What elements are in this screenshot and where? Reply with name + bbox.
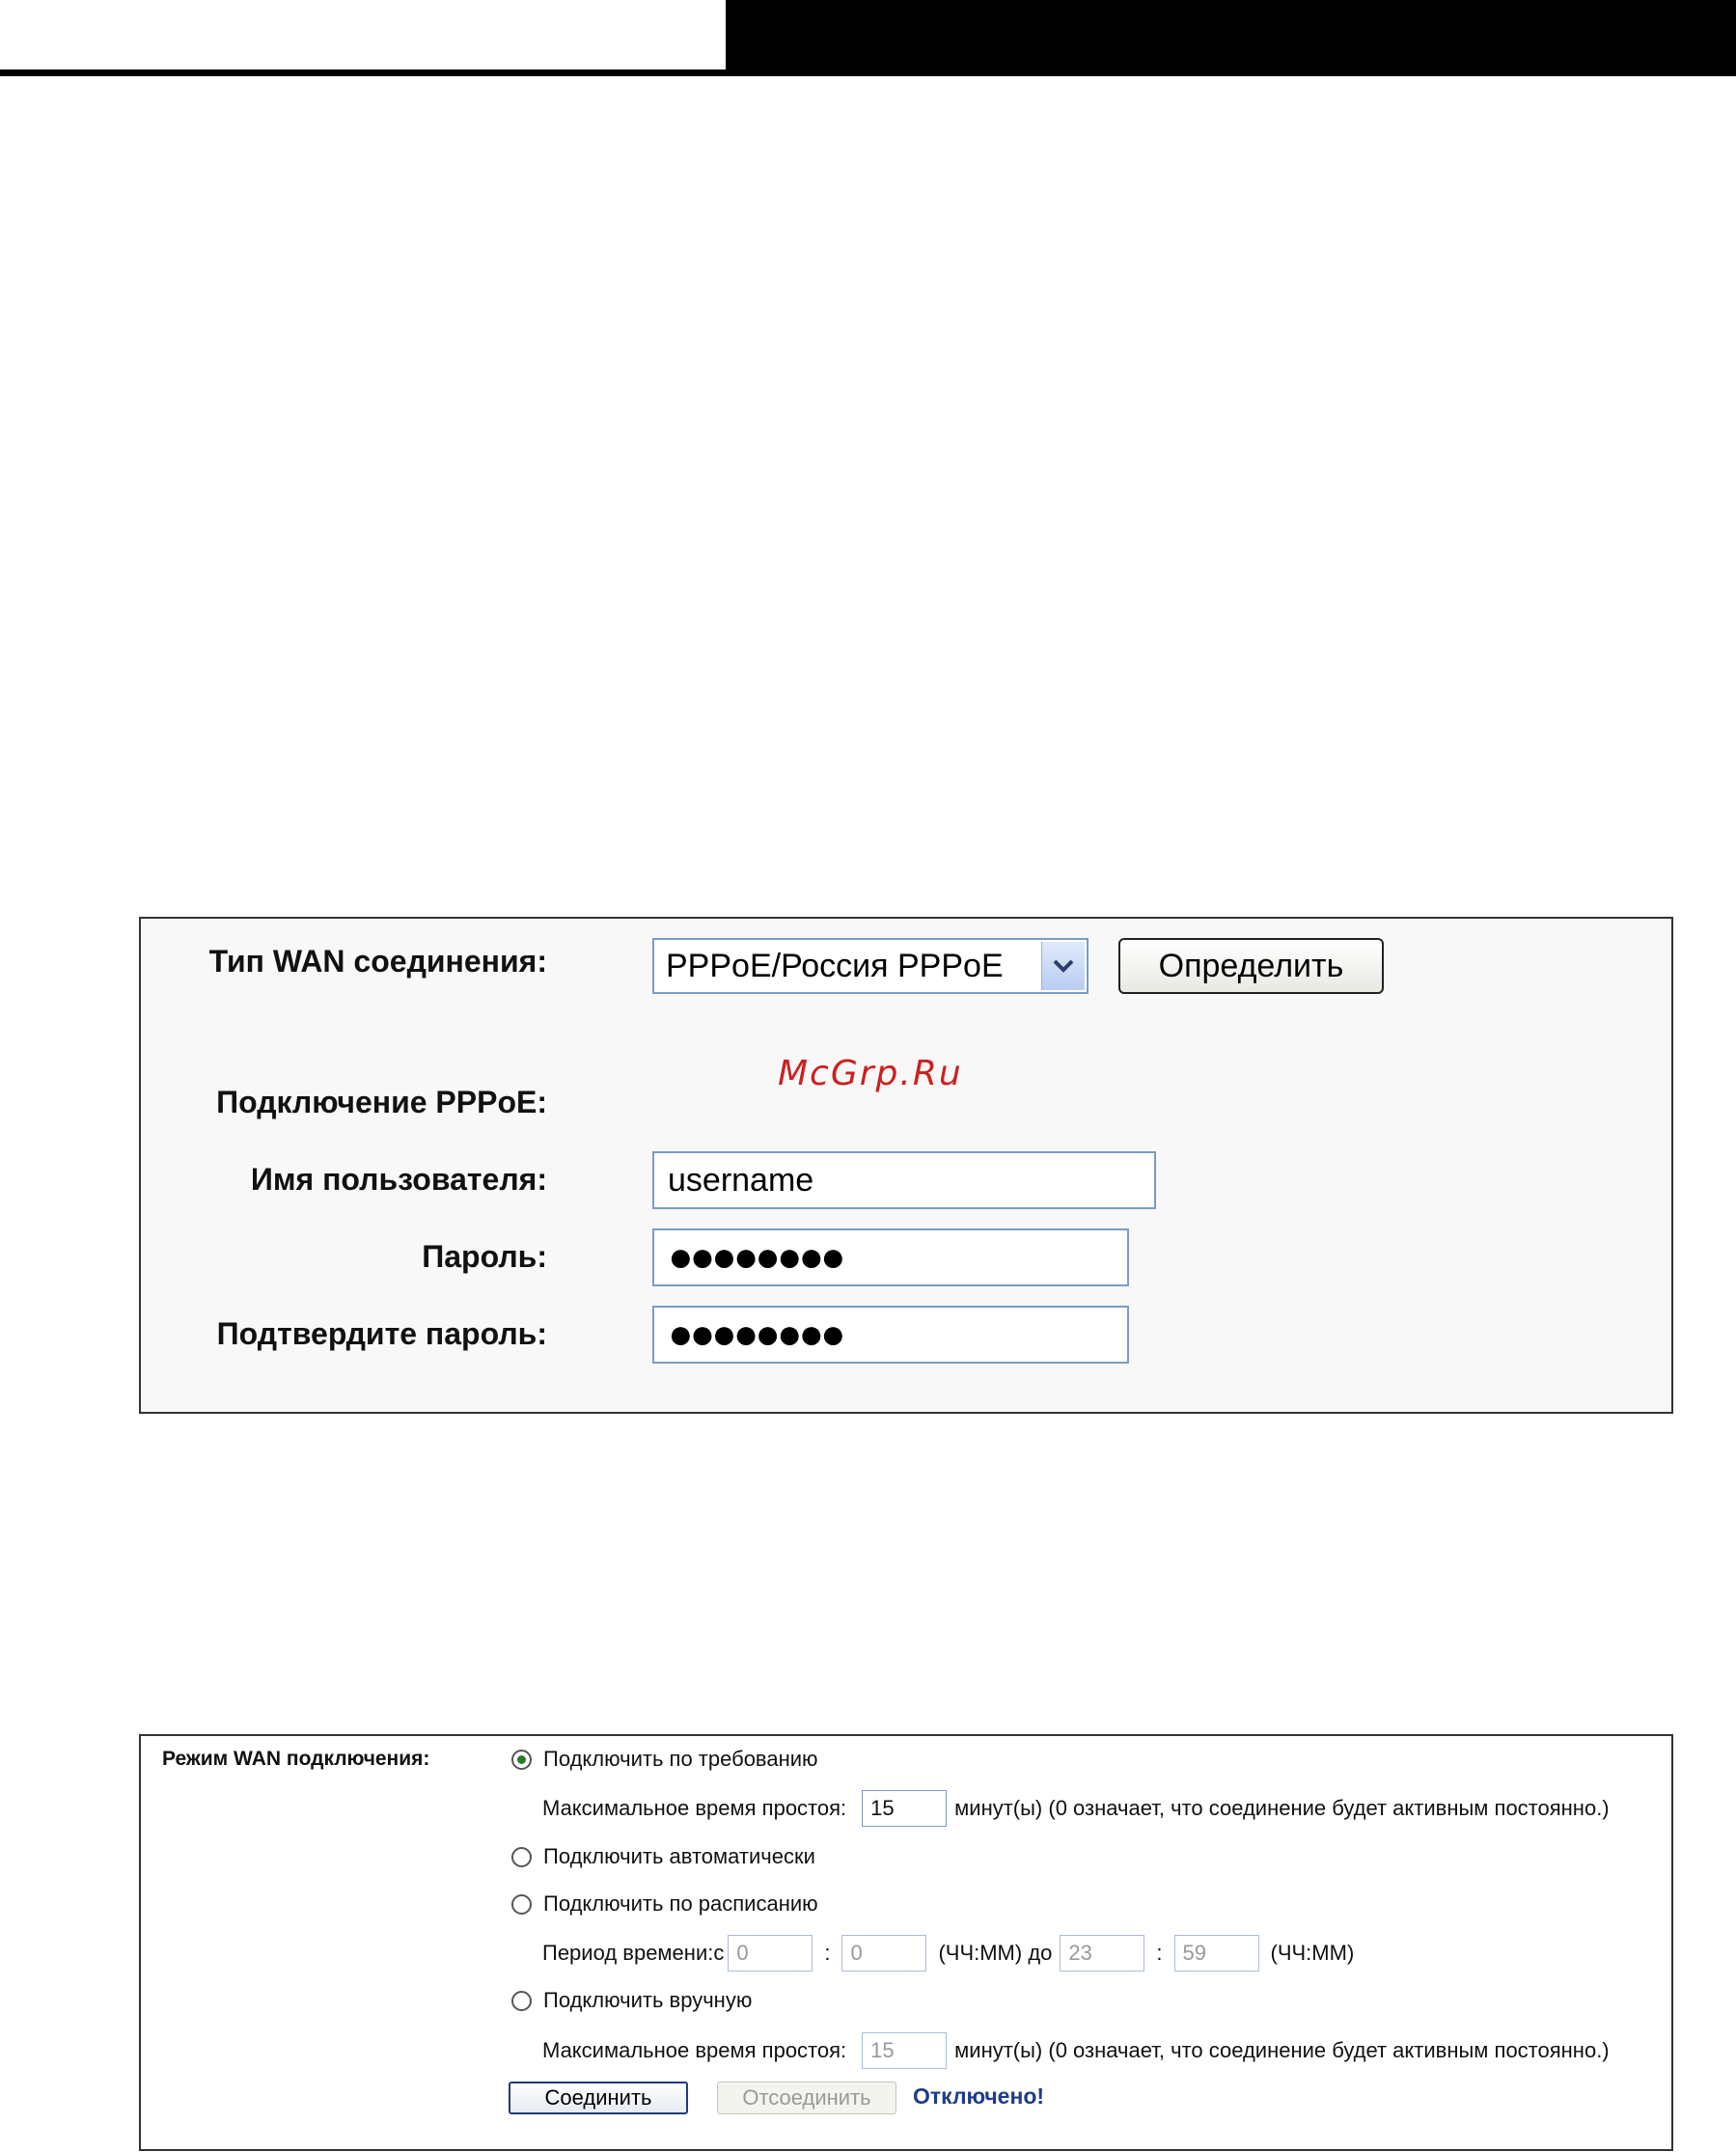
max-idle-row-2 [542, 2032, 1610, 2069]
max-idle-input-2[interactable]: 15 [862, 2032, 947, 2069]
password-value: ●●●●●●●● [668, 1233, 842, 1281]
password-label: Пароль: [422, 1239, 547, 1274]
max-idle-input[interactable]: 15 [862, 1790, 947, 1827]
username-field[interactable] [652, 1151, 1156, 1209]
wan-mode-panel [139, 1734, 1673, 2151]
wan-type-label: Тип WAN соединения: [208, 944, 547, 979]
pppoe-settings-panel [139, 917, 1673, 1414]
period-label: Период времени:с [542, 1941, 725, 1965]
max-idle-label-2: Максимальное время простоя: [542, 2038, 847, 2062]
username-label: Имя пользователя: [250, 1162, 547, 1197]
wan-type-select[interactable] [652, 938, 1088, 994]
radio-manual[interactable] [511, 1991, 532, 2011]
radio-on-demand[interactable] [511, 1750, 532, 1770]
wan-type-value: PPPoE/Россия PPPoE [666, 947, 1004, 984]
hhmm-label: (ЧЧ:ММ) [1270, 1941, 1355, 1965]
header-rule [0, 69, 726, 76]
username-value: username [668, 1161, 814, 1199]
watermark: McGrp.Ru [778, 1054, 963, 1093]
option-on-demand-label: Подключить по требованию [543, 1747, 818, 1771]
to-hour-input[interactable]: 23 [1060, 1935, 1144, 1972]
colon-2: : [1156, 1941, 1163, 1965]
max-idle-note-2: минут(ы) (0 означает, что соединение будет активным постоянно.) [954, 2038, 1610, 2062]
password-field[interactable] [652, 1228, 1129, 1286]
colon-1: : [824, 1941, 831, 1965]
period-row [542, 1935, 1354, 1972]
radio-auto[interactable] [511, 1847, 532, 1867]
option-manual[interactable] [511, 1988, 752, 2013]
option-auto[interactable] [511, 1844, 815, 1869]
connection-status: Отключено! [913, 2083, 1045, 2109]
chevron-down-icon[interactable] [1041, 942, 1085, 990]
from-minute-input[interactable]: 0 [841, 1935, 926, 1972]
max-idle-row [542, 1790, 1610, 1827]
option-manual-label: Подключить вручную [543, 1988, 753, 2012]
from-hour-input[interactable]: 0 [728, 1935, 813, 1972]
disconnect-button: Отсоединить [717, 2082, 896, 2114]
option-schedule-label: Подключить по расписанию [543, 1891, 818, 1916]
option-schedule[interactable] [511, 1891, 818, 1917]
detect-button[interactable]: Определить [1118, 938, 1384, 994]
option-on-demand[interactable] [511, 1747, 818, 1772]
confirm-password-label: Подтвердите пароль: [216, 1316, 547, 1351]
to-label: (ЧЧ:ММ) до [938, 1941, 1053, 1965]
connect-button[interactable]: Соединить [509, 2082, 688, 2114]
confirm-password-field[interactable] [652, 1306, 1129, 1364]
radio-schedule[interactable] [511, 1894, 532, 1915]
option-auto-label: Подключить автоматически [543, 1844, 815, 1868]
confirm-password-value: ●●●●●●●● [668, 1311, 842, 1358]
max-idle-note: минут(ы) (0 означает, что соединение будет активным постоянно.) [954, 1796, 1610, 1820]
wan-mode-title: Режим WAN подключения: [162, 1748, 430, 1770]
to-minute-input[interactable]: 59 [1174, 1935, 1259, 1972]
header-bar [726, 0, 1736, 76]
max-idle-label: Максимальное время простоя: [542, 1796, 847, 1820]
pppoe-connection-label: Подключение PPPoE: [216, 1085, 547, 1119]
